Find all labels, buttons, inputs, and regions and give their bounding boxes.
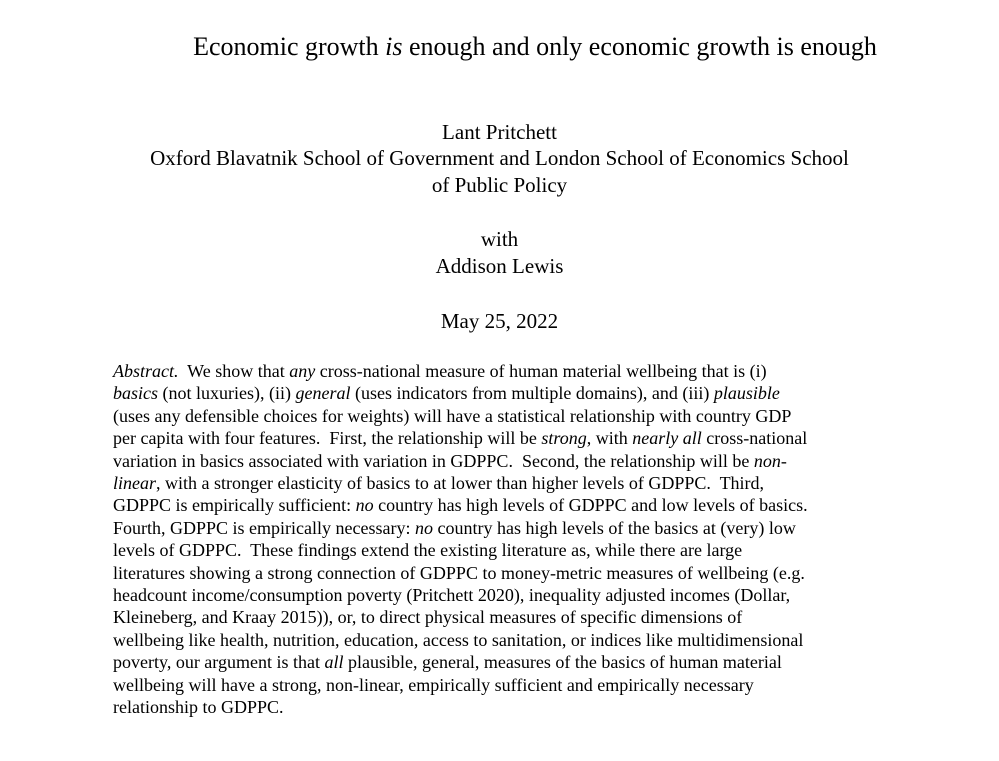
title-text-end: enough and only economic growth is enough (402, 32, 877, 61)
coauthor-name: Addison Lewis (435, 254, 564, 278)
abstract-text: GDPPC is empirically sufficient: (113, 495, 356, 516)
abstract-line (113, 427, 903, 449)
abstract-line (113, 562, 903, 584)
abstract-line (113, 382, 903, 404)
abstract-emphasis: basics (113, 383, 158, 404)
abstract-emphasis: all (324, 652, 344, 673)
abstract-emphasis: no (355, 495, 374, 516)
affiliation-line-2: of Public Policy (431, 173, 568, 197)
paper-date: May 25, 2022 (440, 309, 559, 333)
abstract-text: (uses any defensible choices for weights) will have a statistical relationship with country GDP (113, 405, 792, 426)
abstract-line (113, 405, 903, 427)
abstract-text: wellbeing like health, nutrition, education, access to sanitation, or indices like multidimensional (113, 629, 804, 650)
abstract-label: Abstract. (113, 361, 179, 381)
abstract-emphasis: linear (113, 473, 156, 494)
abstract-line (113, 674, 903, 696)
abstract-text: , with a stronger elasticity of basics to at lower than higher levels of GDPPC. Third, (156, 473, 765, 494)
abstract-emphasis: any (289, 361, 316, 381)
abstract-line (113, 494, 903, 516)
abstract-line (113, 584, 903, 606)
abstract-text: levels of GDPPC. These findings extend the existing literature as, while there are large (113, 540, 743, 561)
abstract-text: poverty, our argument is that (113, 652, 325, 673)
abstract-line (113, 539, 903, 561)
abstract-emphasis: non- (753, 450, 787, 471)
abstract-text: (not luxuries), (ii) (158, 383, 296, 404)
abstract (113, 360, 903, 719)
abstract-text: Fourth, GDPPC is empirically necessary: (113, 517, 415, 538)
abstract-text: We show that (178, 361, 290, 381)
abstract-text: , with (586, 428, 633, 449)
abstract-text: variation in basics associated with variation in GDPPC. Second, the relationship will be (113, 450, 754, 471)
abstract-text: (uses indicators from multiple domains), and (iii) (350, 383, 714, 404)
abstract-emphasis: general (295, 383, 351, 404)
abstract-text: per capita with four features. First, the relationship will be (113, 428, 542, 449)
with-label: with (480, 227, 519, 251)
abstract-text: relationship to GDPPC. (113, 697, 284, 718)
abstract-line (113, 450, 903, 472)
paper-title (150, 30, 920, 63)
abstract-line (113, 696, 903, 718)
title-emphasis: is (385, 32, 403, 61)
abstract-line (113, 472, 903, 494)
abstract-text: wellbeing will have a strong, non-linear, empirically sufficient and empirically necessary (113, 674, 754, 695)
abstract-emphasis: strong (541, 428, 587, 449)
abstract-line (113, 517, 903, 539)
abstract-text: literatures showing a strong connection of GDPPC to money-metric measures of wellbeing (e.g. (113, 562, 805, 583)
affiliation-line-1: Oxford Blavatnik School of Government and London School of Economics School (150, 146, 849, 170)
abstract-emphasis: nearly all (632, 428, 702, 449)
abstract-text: cross-national measure of human material wellbeing that is (i) (315, 361, 767, 381)
title-text-start: Economic growth (193, 32, 386, 61)
abstract-text: plausible, general, measures of the basics of human material (343, 652, 782, 673)
abstract-text: country has high levels of the basics at (very) low (432, 517, 796, 538)
abstract-line (113, 629, 903, 651)
abstract-text: country has high levels of GDPPC and low levels of basics. (373, 495, 808, 516)
abstract-line (113, 360, 903, 382)
abstract-line (113, 606, 903, 628)
abstract-text: headcount income/consumption poverty (Pritchett 2020), inequality adjusted incomes (Dollar, (113, 585, 791, 606)
abstract-emphasis: plausible (713, 383, 780, 404)
abstract-text: cross-national (701, 428, 808, 449)
author-name: Lant Pritchett (442, 120, 557, 144)
abstract-emphasis: no (414, 517, 433, 538)
abstract-text: Kleineberg, and Kraay 2015)), or, to direct physical measures of specific dimensions of (113, 607, 743, 628)
abstract-line (113, 651, 903, 673)
